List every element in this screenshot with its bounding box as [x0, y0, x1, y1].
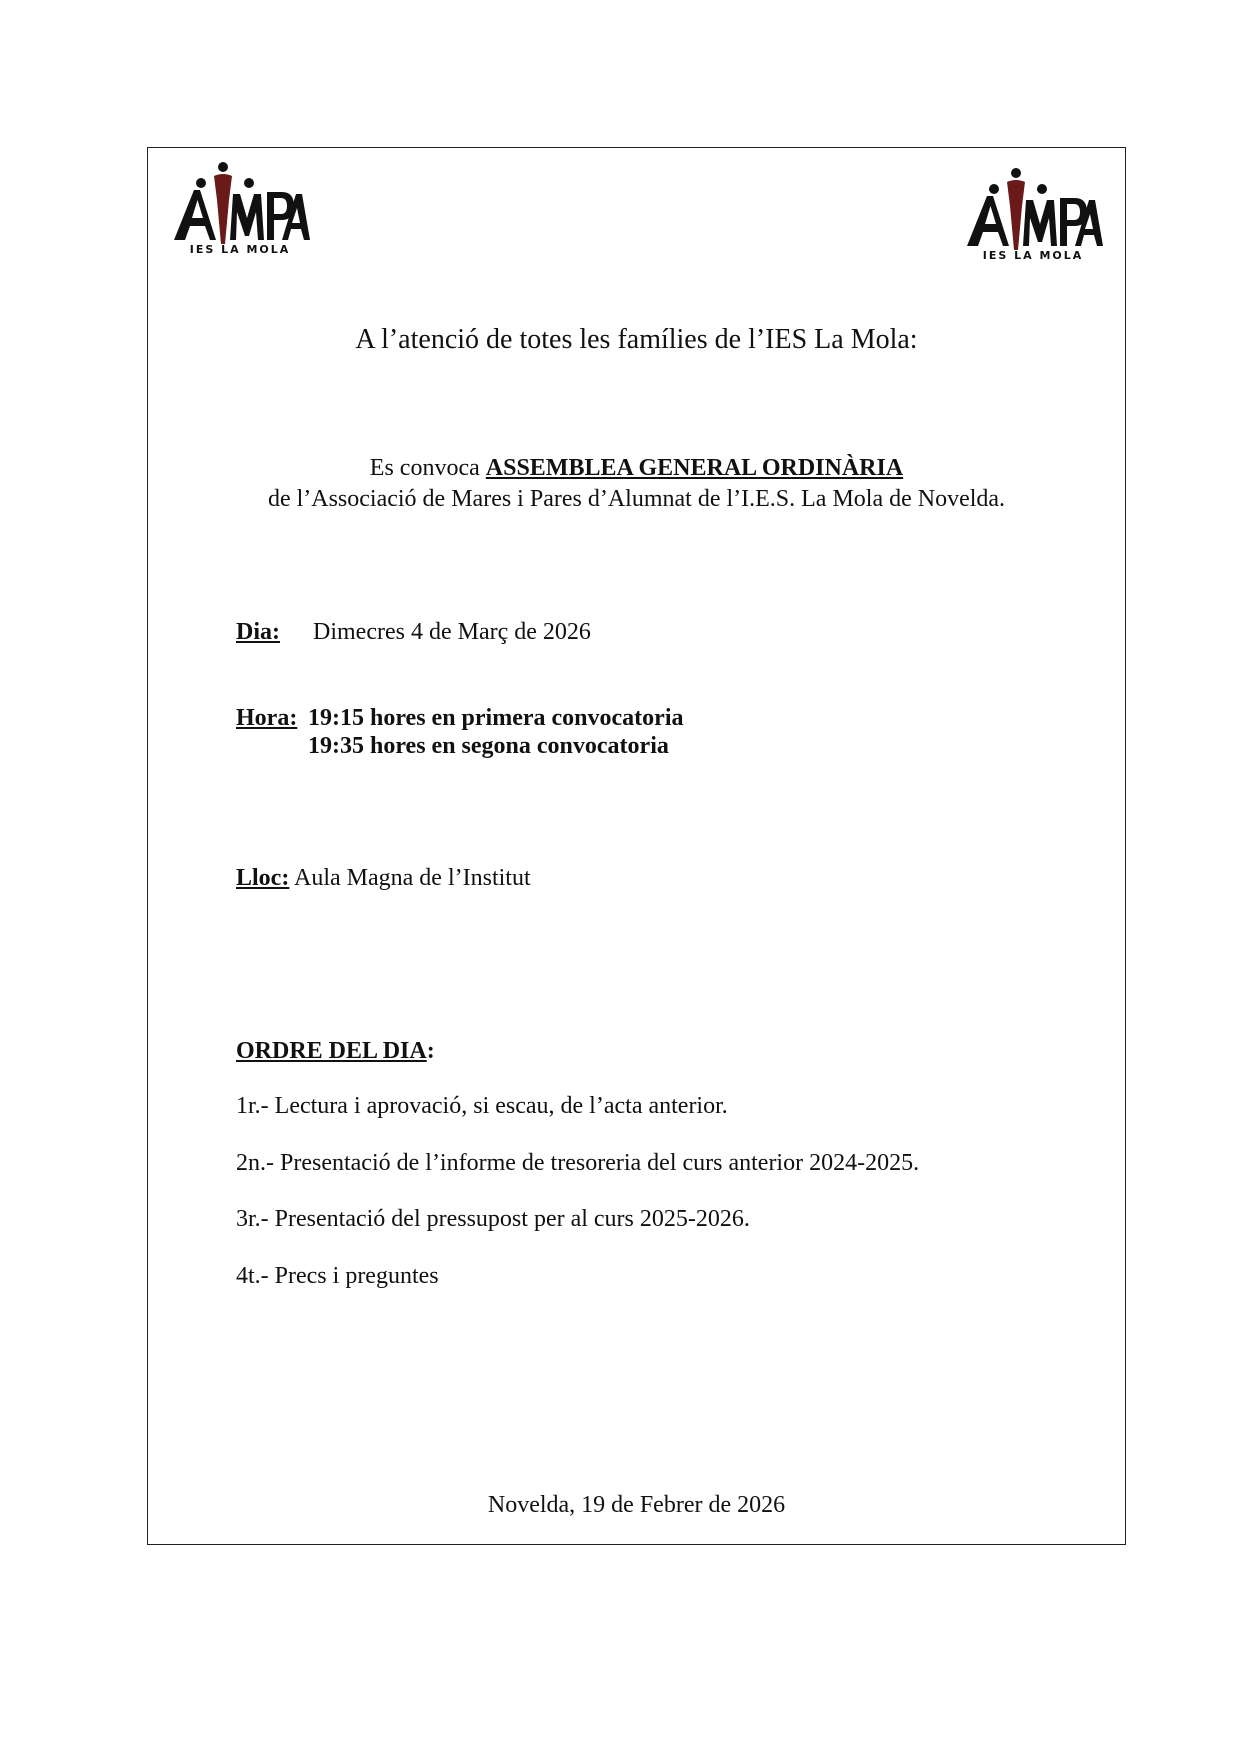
agenda-item: 2n.- Presentació de l’informe de tresoreria del curs anterior 2024-2025. [236, 1150, 920, 1176]
agenda-item: 4t.- Precs i preguntes [236, 1263, 439, 1289]
association-line: de l’Associació de Mares i Pares d’Alumnat de l’I.E.S. La Mola de Novelda. [267, 486, 1006, 512]
lloc-value: Aula Magna de l’Institut [289, 865, 531, 891]
dia-label: Dia: [236, 619, 280, 645]
hora-value-first: 19:15 hores en primera convocatoria [308, 705, 684, 731]
ordre-colon: : [426, 1038, 435, 1064]
intro-heading: A l’atenció de totes les famílies de l’IES La Mola: [355, 324, 918, 355]
ordre-title: ORDRE DEL DIA [236, 1038, 427, 1064]
hora-value-second: 19:35 hores en segona convocatoria [308, 733, 669, 759]
lloc-label: Lloc: [236, 865, 290, 891]
ampa-logo-left [170, 160, 310, 255]
ordre-heading [236, 1036, 435, 1066]
hora-label: Hora: [236, 705, 298, 731]
lloc-row [236, 863, 531, 893]
ampa-logo-right [963, 166, 1103, 261]
convoca-prefix: Es convoca [369, 455, 486, 481]
agenda-item: 3r.- Presentació del pressupost per al curs 2025-2026. [236, 1206, 750, 1232]
logo-subtitle-right: IES LA MOLA [982, 249, 1084, 261]
hora-row [236, 703, 684, 733]
dia-value: Dimecres 4 de Març de 2026 [313, 619, 591, 645]
convoca-line [147, 453, 1126, 483]
place-date-footer: Novelda, 19 de Febrer de 2026 [487, 1492, 786, 1518]
dia-row [236, 617, 591, 647]
agenda-item: 1r.- Lectura i aprovació, si escau, de l’acta anterior. [236, 1093, 728, 1119]
logo-subtitle-left: IES LA MOLA [189, 243, 291, 255]
assembly-title: ASSEMBLEA GENERAL ORDINÀRIA [485, 455, 904, 481]
